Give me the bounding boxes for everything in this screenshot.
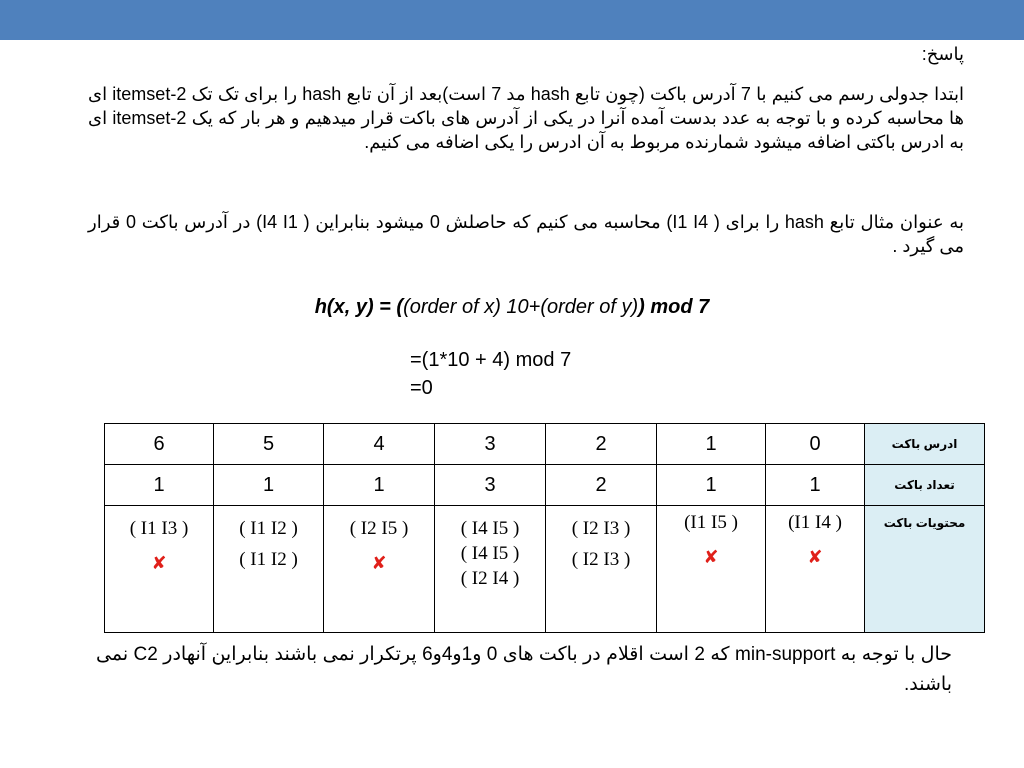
count-cell: 3 <box>435 465 546 506</box>
contents-cell <box>435 506 546 633</box>
count-cell: 1 <box>105 465 214 506</box>
address-cell: 1 <box>657 424 766 465</box>
itemset: ( I4 I5 ) <box>460 518 520 539</box>
contents-cell <box>766 506 865 633</box>
contents-row <box>105 506 985 633</box>
contents-cell <box>657 506 766 633</box>
hash-formula <box>0 296 1024 319</box>
calc-line-2: =0 <box>410 377 433 399</box>
infrequent-mark-icon: ✘ <box>703 547 719 568</box>
address-cell: 0 <box>766 424 865 465</box>
itemset: ( I2 I5 ) <box>349 518 409 539</box>
bucket-table <box>104 423 985 633</box>
formula-end: ) mod 7 <box>638 296 710 318</box>
count-row-header: تعداد باکت <box>865 465 985 506</box>
infrequent-mark-icon: ✘ <box>371 553 387 574</box>
count-row <box>105 465 985 506</box>
address-cell: 3 <box>435 424 546 465</box>
calc-line-1: =(1*10 + 4) mod 7 <box>410 349 572 371</box>
contents-row-header: محتویات باکت <box>865 506 985 633</box>
itemset: ( I2 I3 ) <box>571 549 631 570</box>
calculation <box>410 346 571 402</box>
infrequent-mark-icon: ✘ <box>151 553 167 574</box>
explanation-paragraph-1: ابتدا جدولی رسم می کنیم با 7 آدرس باکت (چون تابع hash مد 7 است)بعد از آن تابع hash را برای تک تک 2-itemset ای ها محاسبه کرده و با توجه به عدد بدست آمده آنرا در یکی از آدرس های باکت قرار میدهیم و هر بار که یک 2-itemset ای به ادرس باکتی اضافه میشود شمارنده مربوط به آن ادرس را یکی اضافه می کنیم. <box>88 84 964 152</box>
address-row <box>105 424 985 465</box>
conclusion-paragraph: حال با توجه به min-support که 2 است اقلام در باکت های 0 و1و4و6 پرتکرار نمی باشند بنابراین آنهادر C2 نمی باشند. <box>96 644 952 695</box>
answer-label: پاسخ: <box>921 44 964 64</box>
formula-start: h(x, y) = ( <box>314 296 404 318</box>
itemset: ( I1 I2 ) <box>239 518 298 539</box>
itemset: (I1 I5 ) <box>684 512 738 533</box>
example-paragraph: به عنوان مثال تابع hash را برای ( I1 I4) محاسبه می کنیم که حاصلش 0 میشود بنابراین ( I4 I1) در آدرس باکت 0 قرار می گیرد . <box>88 212 964 256</box>
count-cell: 1 <box>657 465 766 506</box>
address-cell: 5 <box>214 424 324 465</box>
address-row-header: ادرس باکت <box>865 424 985 465</box>
count-cell: 1 <box>766 465 865 506</box>
itemset: ( I2 I3 ) <box>571 518 631 539</box>
itemset: ( I4 I5 ) <box>460 543 520 564</box>
itemset: ( I1 I3 ) <box>129 518 189 539</box>
count-cell: 1 <box>214 465 324 506</box>
itemset: (I1 I4 ) <box>788 512 842 533</box>
contents-cell <box>214 506 324 633</box>
count-cell: 2 <box>546 465 657 506</box>
formula-mid: (order of x) 10+(order of y) <box>403 296 639 318</box>
infrequent-mark-icon: ✘ <box>807 547 823 568</box>
contents-cell <box>105 506 214 633</box>
contents-cell <box>324 506 435 633</box>
address-cell: 6 <box>105 424 214 465</box>
address-cell: 4 <box>324 424 435 465</box>
contents-cell <box>546 506 657 633</box>
slide-top-bar <box>0 0 1024 40</box>
itemset: ( I1 I2 ) <box>239 549 298 570</box>
count-cell: 1 <box>324 465 435 506</box>
itemset: ( I2 I4 ) <box>460 568 520 589</box>
address-cell: 2 <box>546 424 657 465</box>
